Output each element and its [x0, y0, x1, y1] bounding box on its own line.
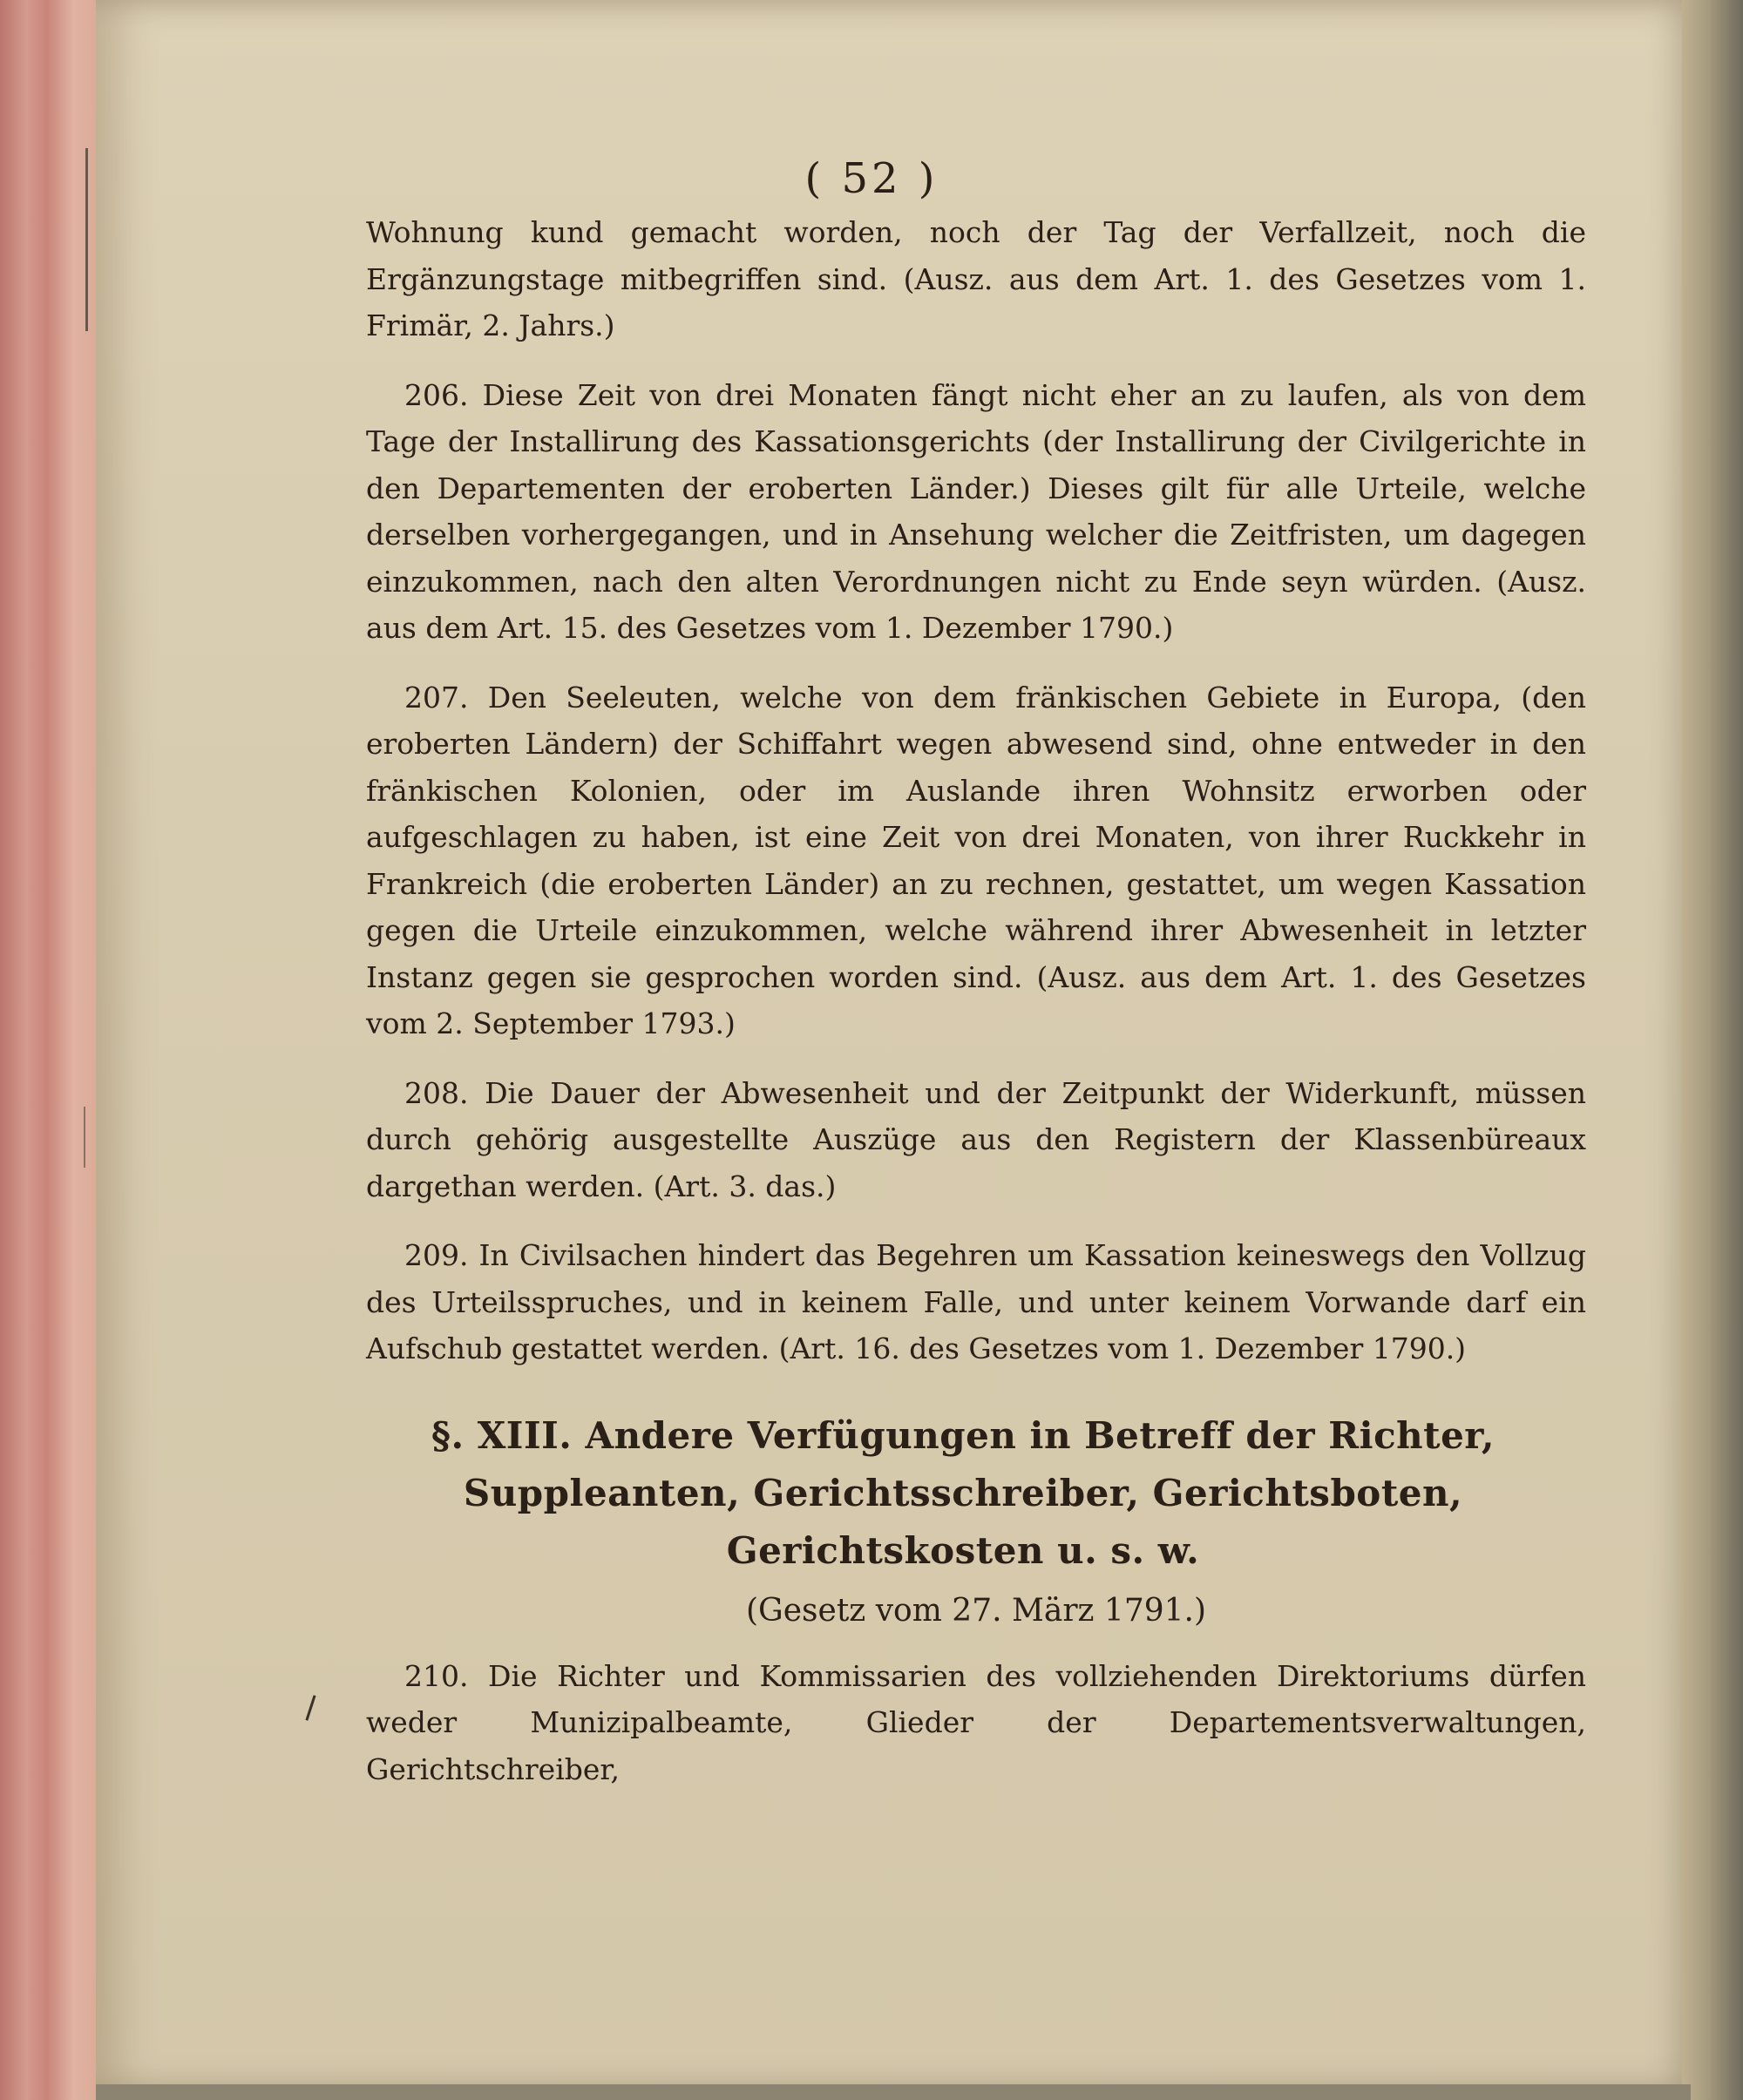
gutter-mark	[85, 148, 88, 331]
paragraph-207: 207. Den Seeleuten, welche von dem fränkischen Gebiete in Europa, (den eroberten Ländern) der Schiffahrt wegen abwesend sind, ohne entweder in den fränkischen Kolonien, oder im Auslande ihren Wohnsitz erworben oder aufgeschlagen zu haben, ist eine Zeit von drei Monaten, von ihrer Ruckkehr in Frankreich (die eroberten Länder) an zu rechnen, gestattet, um wegen Kassation gegen die Urteile einzukommen, welche während ihrer Abwesenheit in letzter Instanz gegen sie gesprochen worden sind. (Ausz. aus dem Art. 1. des Gesetzes vom 2. September 1793.)	[366, 680, 1586, 1040]
section-subheading: (Gesetz vom 27. März 1791.)	[745, 1592, 1207, 1629]
paragraph-209: 209. In Civilsachen hindert das Begehren um Kassation keineswegs den Vollzug des Urteilsspruches, und in keinem Falle, und unter keinem Vorwande darf ein Aufschub gestattet werden. (Art. 16. des Gesetzes vom 1. Dezember 1790.)	[366, 1238, 1586, 1365]
section-heading: §. XIII. Andere Verfügungen in Betreff der Richter, Suppleanten, Gerichtsschreiber, Gerichtsboten, Gerichtskosten u. s. w.	[431, 1413, 1495, 1572]
page-number: ( 52 )	[804, 154, 939, 203]
paragraph-continued: Wohnung kund gemacht worden, noch der Tag der Verfallzeit, noch die Ergänzungstage mitbegriffen sind. (Ausz. aus dem Art. 1. des Gesetzes vom 1. Frimär, 2. Jahrs.)	[366, 215, 1586, 342]
paragraph-206: 206. Diese Zeit von drei Monaten fängt nicht eher an zu laufen, als von dem Tage der Installirung des Kassationsgerichts (der Installirung der Civilgerichte in den Departementen der eroberten Länder.) Dieses gilt für alle Urteile, welche derselben vorhergegangen, und in Ansehung welcher die Zeitfristen, um dagegen einzukommen, nach den alten Verordnungen nicht zu Ende seyn würden. (Ausz. aus dem Art. 15. des Gesetzes vom 1. Dezember 1790.)	[366, 377, 1586, 645]
gutter-mark-lower	[84, 1107, 85, 1168]
page-edge-bottom	[96, 2084, 1691, 2100]
page-edge-right	[1682, 0, 1743, 2100]
paragraph-210: 210. Die Richter und Kommissarien des vollziehenden Direktoriums dürfen weder Munizipalbeamte, Glieder der Departementsverwaltungen, Gerichtschreiber,	[366, 1658, 1586, 1786]
page-text	[366, 148, 1586, 1815]
paragraph-208: 208. Die Dauer der Abwesenheit und der Zeitpunkt der Widerkunft, müssen durch gehörig ausgestellte Auszüge aus den Registern der Klassenbüreaux dargethan werden. (Art. 3. das.)	[366, 1075, 1586, 1203]
page-stack-edge-left	[0, 0, 105, 2100]
